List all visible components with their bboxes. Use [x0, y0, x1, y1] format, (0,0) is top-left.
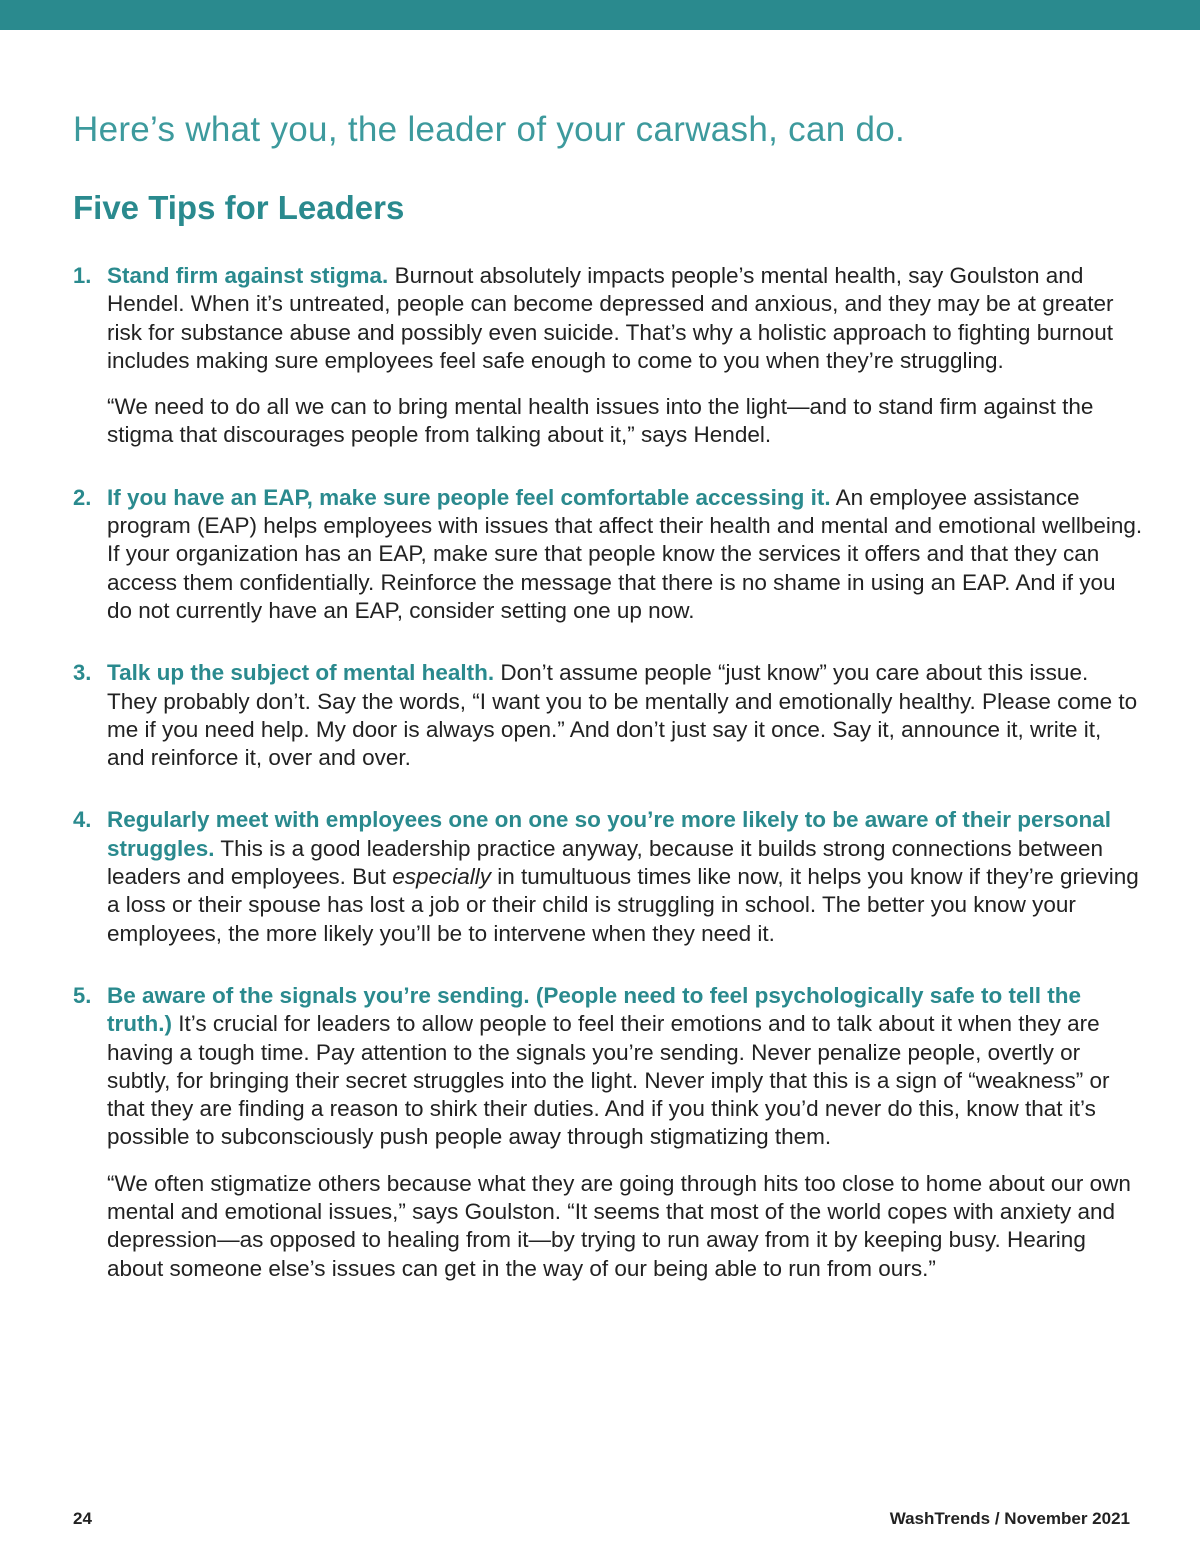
section-heading: Five Tips for Leaders — [73, 189, 405, 226]
page-number: 24 — [73, 1509, 92, 1528]
tip-quote: “We need to do all we can to bring mental health issues into the light—and to stand firm against the stigma that discourages people from talking about it,” says Hendel. — [107, 394, 1094, 448]
tip-paragraph — [107, 982, 1143, 1152]
tip-body: Don’t assume people “just know” you care about this issue. They probably don’t. Say the words, “I want you to be mentally and emotionally healthy. Please come to me if you need help. My door is always open.” And don’t just say it once. Say it, announce it, write it, and reinforce it, over and over. — [107, 660, 1138, 771]
tip-number: 5. — [73, 982, 92, 1008]
tip-paragraph — [107, 806, 1143, 947]
top-accent-bar — [0, 0, 1200, 30]
tip-lead: Talk up the subject of mental health. — [107, 660, 495, 686]
tip-item-5 — [73, 982, 1143, 1283]
tip-number: 4. — [73, 807, 92, 833]
publication-info: WashTrends / November 2021 — [889, 1509, 1130, 1528]
tip-body: An employee assistance program (EAP) helps employees with issues that affect their health and mental and emotional wellbeing. If your organization has an EAP, make sure that people know the services it offers and that they can access them confidentially. Reinforce the message that there is no shame in using an EAP. And if you do not currently have an EAP, consider setting one up now. — [107, 484, 1143, 623]
tip-lead: Regularly meet with employees one on one so you’re more likely to be aware of their personal struggles. — [107, 807, 1112, 861]
tip-number: 1. — [73, 263, 92, 288]
tip-body: This is a good leadership practice anyway, because it builds strong connections between leaders and employees. But — [107, 835, 1103, 890]
tip-body: It’s crucial for leaders to allow people to feel their emotions and to talk about it when they are having a tough time. Pay attention to the signals you’re sending. Never penalize people, overtly or subtly, for bringing their secret struggles into the light. Never imply that this is a sign of “weakness” or that they are finding a reason to shirk their duties. And if you think you’d never do this, know that it’s possible to subconsciously push people away through stigmatizing them. — [107, 1011, 1110, 1150]
tip-paragraph — [107, 262, 1143, 375]
tip-body: in tumultuous times like now, it helps you know if they’re grieving a loss or their spouse has lost a job or their child is struggling in school. The better you know your employees, the more likely you’ll be to intervene when they need it. — [107, 864, 1139, 946]
tip-body-emphasis: especially — [392, 864, 491, 890]
intro-subheading: Here’s what you, the leader of your carwash, can do. — [73, 110, 906, 149]
tip-paragraph — [107, 484, 1143, 625]
tip-item-2 — [73, 484, 1143, 625]
tips-list — [73, 262, 1143, 1283]
tip-number: 2. — [73, 484, 92, 510]
tip-paragraph — [107, 659, 1143, 772]
tip-number: 3. — [73, 660, 92, 686]
tip-item-4 — [73, 806, 1143, 947]
tip-item-1 — [73, 262, 1143, 450]
tip-item-3 — [73, 659, 1143, 772]
tip-lead: If you have an EAP, make sure people feel comfortable accessing it. — [107, 484, 831, 510]
tip-body: Burnout absolutely impacts people’s mental health, say Goulston and Hendel. When it’s untreated, people can become depressed and anxious, and they may be at greater risk for substance abuse and possibly even suicide. That’s why a holistic approach to fighting burnout includes making sure employees feel safe enough to come to you when they’re struggling. — [107, 263, 1114, 373]
tip-lead: Stand firm against stigma. — [107, 263, 389, 288]
tip-quote: “We often stigmatize others because what they are going through hits too close to home about our own mental and emotional issues,” says Goulston. “It seems that most of the world copes with anxiety and depression—as opposed to healing from it—by trying to run away from it by keeping busy. Hearing about someone else’s issues can get in the way of our being able to run from ours.” — [107, 1170, 1131, 1281]
tip-lead: Be aware of the signals you’re sending. (People need to feel psychologically safe to tell the truth.) — [107, 982, 1081, 1037]
